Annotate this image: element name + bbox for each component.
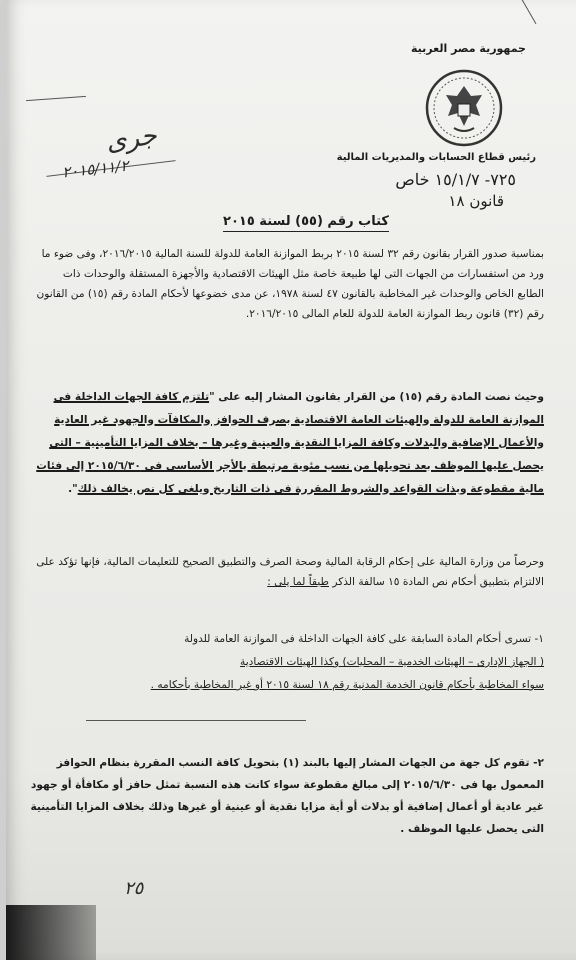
law-reference: قانون ١٨ [448,192,504,210]
republic-heading: جمهورية مصر العربية [411,42,526,55]
item-1-lead: ١- تسرى أحكام المادة السابقة على كافة الجهات الداخلة فى الموازنة العامة للدولة [184,633,544,645]
document-page [6,0,576,960]
article-15-quote [24,386,544,501]
reference-number: ٧٢٥- ١٥/١/٧ خاص [395,170,516,189]
list-item: ٢- تقوم كل جهة من الجهات المشار إليها بالبند (١) بتحويل كافة النسب المقررة بنظام الحوافز المعمول بها فى ٢٠١٥/٦/٣٠ إلى مبالغ مقطوعة سواء كانت هذه النسبة تمثل حافز أو مكافأة أو جهود غير عادية أو أعمال إضافية أو بدلات أو أية مزايا نقدية أو عينية أو غيرها وذلك بخلاف المزايا التأمينية التى يحصل عليها الموظف . [30,757,544,835]
article-15-text: تلتزم كافة الجهات الداخلة فى الموازنة العامة للدولة والهيئات العامة الاقتصادية بصرف الحوافز والمكافآت والجهود غير العادية والأعمال الإضافية والبدلات وكافة المزايا النقدية والعينية وغيرها – بخلاف المزايا التأمينية – التى يحصل عليها الموظف بعد تحويلها من نسب مئوية مرتبطة بالأجر الأساسى فى ٢٠١٥/٦/٣٠ إلى فئات مالية مقطوعة وبذات القواعد والشروط المقررة فى ذات التاريخ ويلغى كل نص يخالف ذلك [36,391,544,495]
sector-heading: رئيس قطاع الحسابات والمديريات المالية [336,152,536,163]
eagle-seal-icon [424,68,504,148]
item-1-underline [86,720,306,721]
page-shadow [6,905,96,960]
item-1-tail: سواء المخاطبة بأحكام قانون الخدمة المدنية رقم ١٨ لسنة ٢٠١٥ أو غير المخاطبة بأحكامه . [150,679,544,691]
ministry-text: وحرصاً من وزارة المالية على إحكام الرقابة المالية وصحة الصرف والتطبيق الصحيح للتعليمات المالية، فإنها تؤكد على الالتزام بتطبيق أحكام نص المادة ١٥ سالفة الذكر [36,556,544,588]
ink-mark [516,0,537,24]
item-1-groups: ( الجهاز الإدارى – الهيئات الخدمية – المحليات) وكذا الهيئات الاقتصادية [240,656,544,668]
handwritten-signature: جرى [104,120,159,158]
list-item [20,628,544,697]
handwritten-mark: ٢٥ [124,878,144,899]
ink-mark [26,96,86,101]
article-15-close: ". [68,483,78,495]
ministry-paragraph [24,552,544,592]
article-15-lead: وحيث نصت المادة رقم (١٥) من القرار بقانون المشار إليه على " [209,391,544,403]
handwritten-date: ٢٠١٥/١١/٢ [61,156,130,182]
letter-title-text: كتاب رقم (٥٥) لسنة ٢٠١٥ [223,214,389,232]
letter-title [156,214,456,229]
ministry-end: طبقاً لما يلى : [267,576,329,588]
intro-paragraph: بمناسبة صدور القرار بقانون رقم ٣٢ لسنة ٢٠١٥ بربط الموازنة العامة للدولة للسنة المالية ٢٠١٦/٢٠١٥، وفى ضوء ما ورد من استفسارات من الجهات التى لها طبيعة خاصة مثل الهيئات الاقتصادية والأجهزة المستقلة والوحدات ذات الطابع الخاص والوحدات غير المخاطبة بالقانون ٤٧ لسنة ١٩٧٨، عن مدى خضوعها لأحكام المادة رقم (١٥) من القانون رقم (٣٢) قانون ربط الموازنة العامة للدولة للعام المالى ٢٠١٦/٢٠١٥. [36,248,544,320]
